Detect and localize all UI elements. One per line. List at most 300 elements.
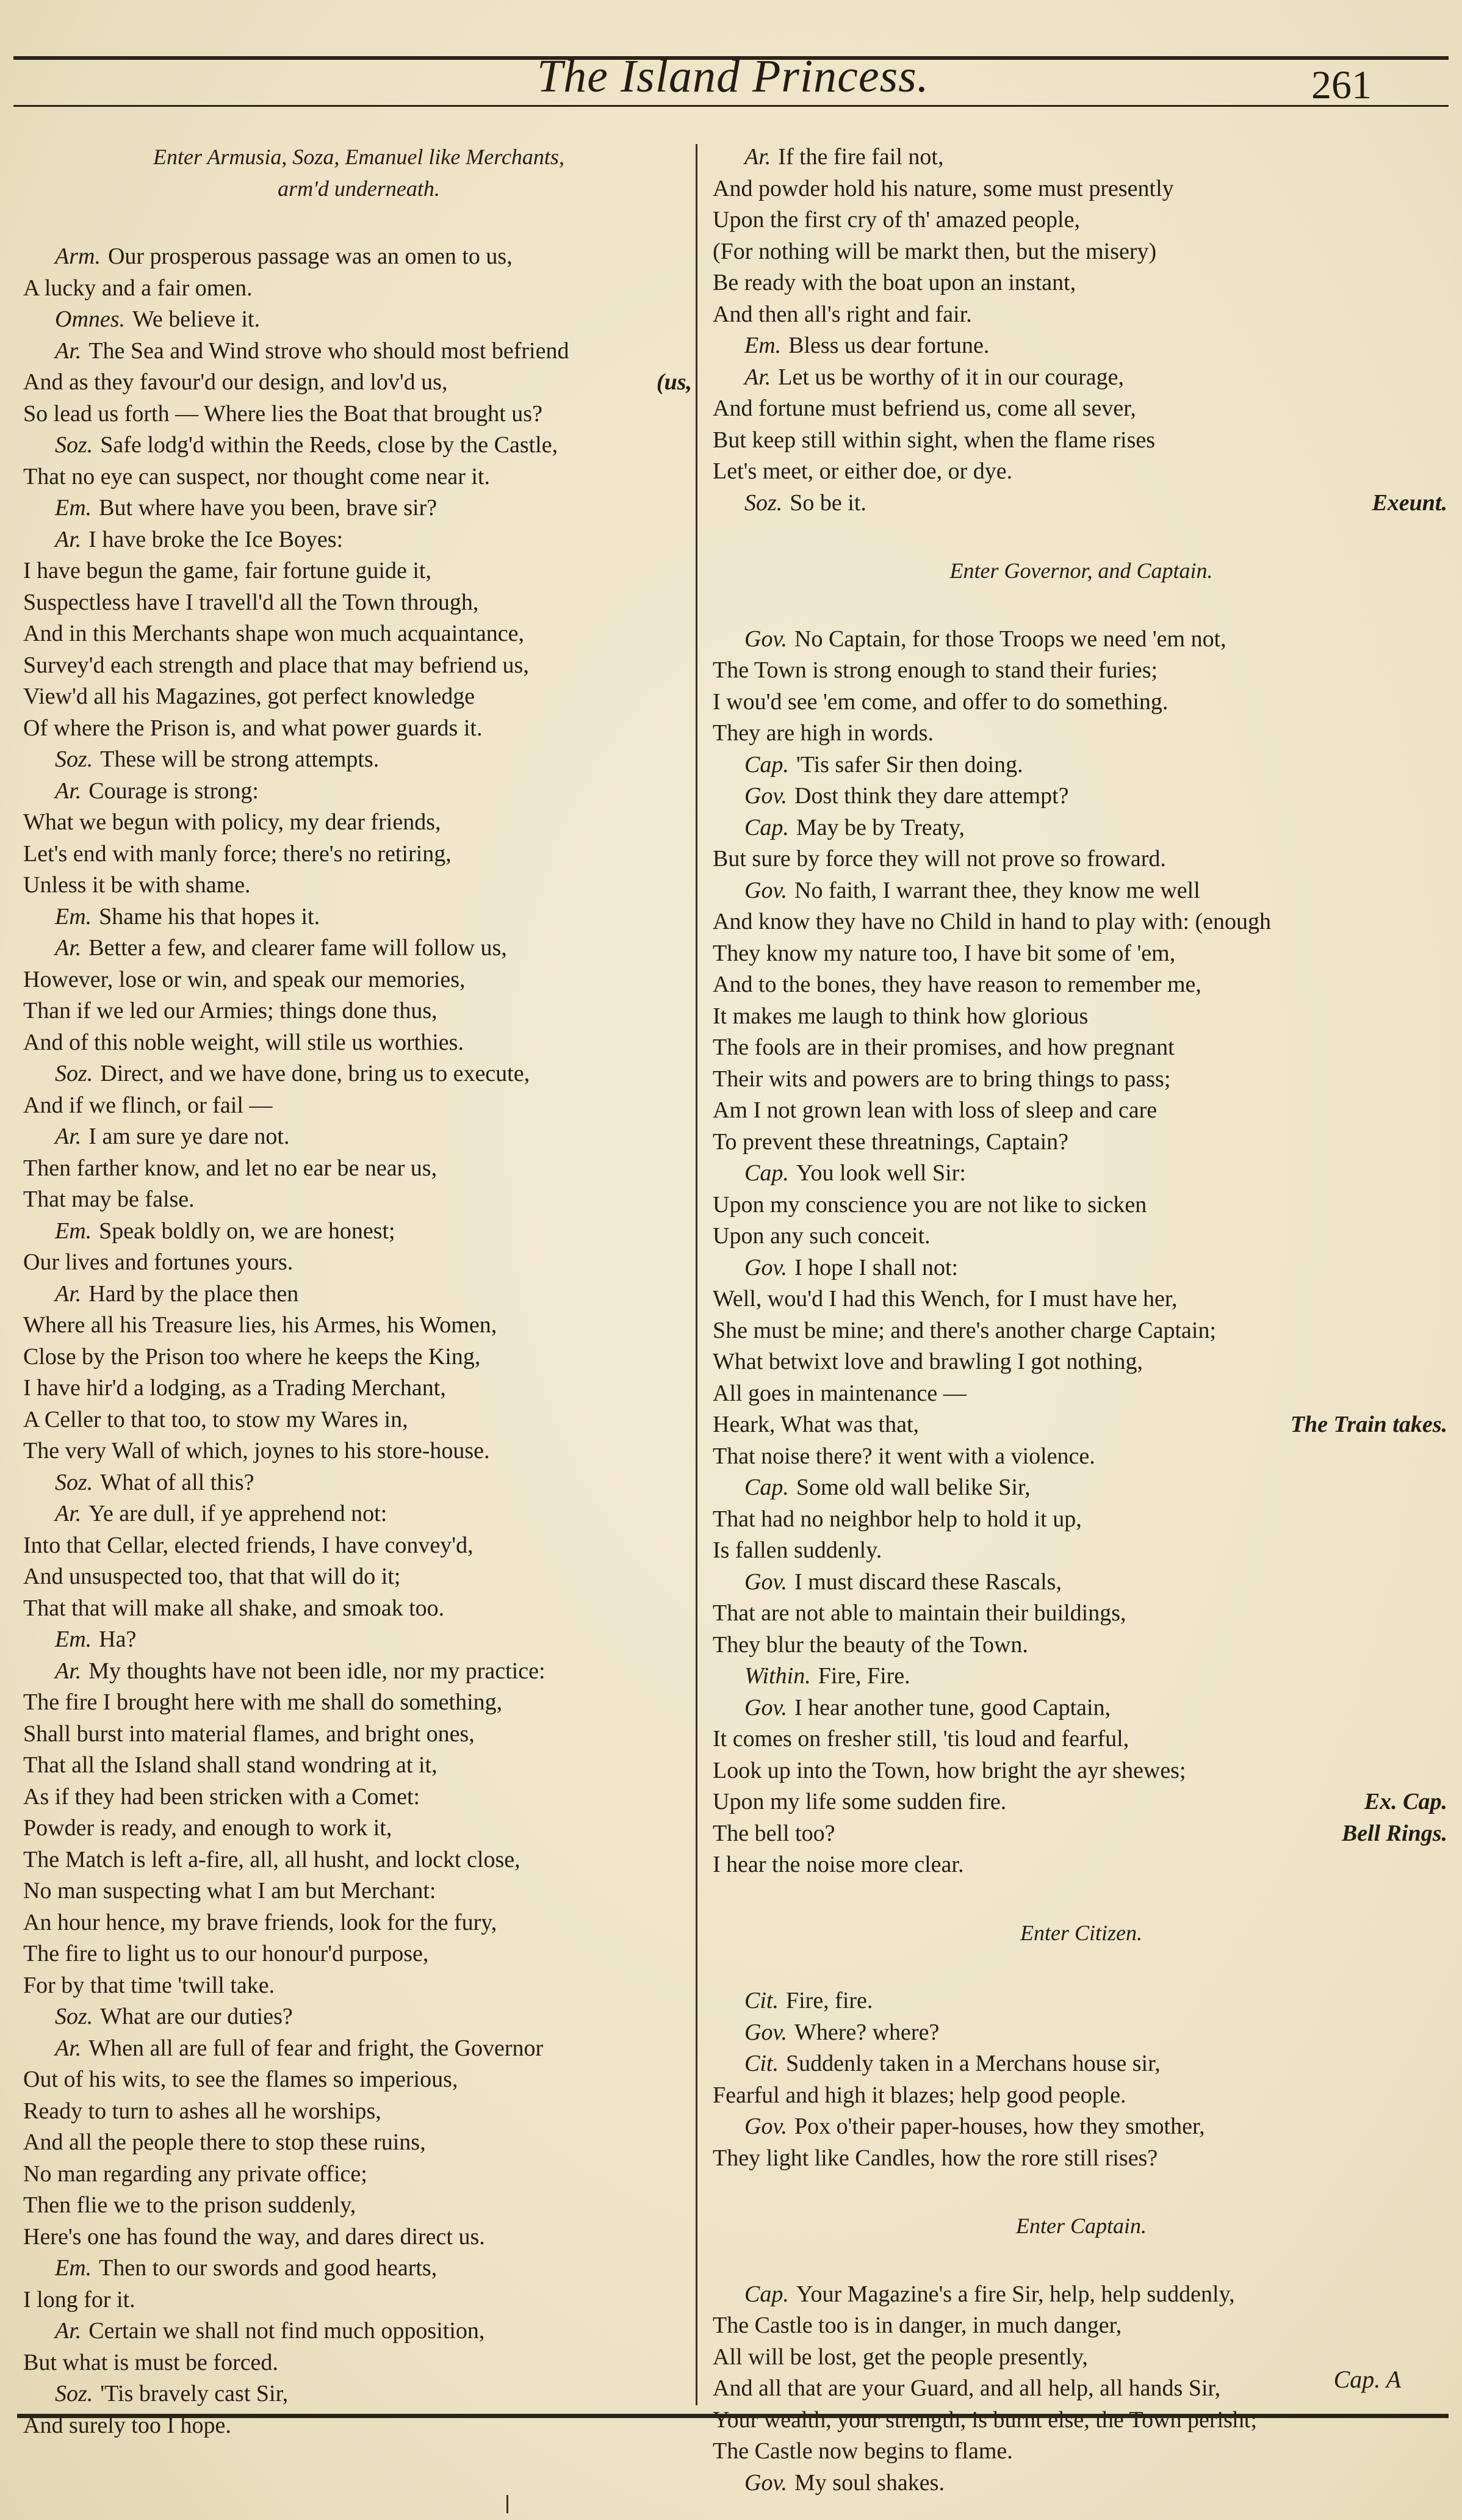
verse-line [23,1813,694,1844]
line-text: They blur the beauty of the Town. [713,1631,1028,1658]
left-column [23,142,694,2441]
line-text: So be it. [790,489,866,516]
verse-line [713,1786,1450,1818]
verse-line [713,1598,1450,1630]
speech-line [23,1216,694,1247]
verse-line [713,1221,1450,1252]
line-text: What betwixt love and brawling I got nothing, [713,1349,1143,1374]
speaker-name: Ar. [55,1124,82,1149]
line-text: Here's one has found the way, and dares direct us. [23,2223,485,2250]
page-number: 261 [1311,63,1372,107]
speaker-name: Cap. [744,751,789,778]
verse-line [713,236,1450,268]
line-text: Then flie we to the prison suddenly, [23,2192,356,2218]
verse-line [23,2127,694,2159]
verse-line [23,1373,694,1404]
speaker-name: Gov. [744,2114,787,2139]
line-text: They light like Candles, how the rore still rises? [713,2145,1158,2171]
verse-line [713,1504,1450,1536]
line-text: Let us be worthy of it in our courage, [778,364,1124,390]
speech-line [23,2001,694,2033]
stage-direction-text: arm'd underneath. [278,176,440,201]
speaker-name: Gov. [744,877,787,903]
speech-line [713,362,1450,394]
verse-line [713,456,1450,488]
verse-line [23,1907,694,1939]
line-text: Our lives and fortunes yours. [23,1249,293,1275]
line-text: A Celler to that too, to stow my Wares in, [23,1406,408,1432]
line-gap [23,204,694,241]
speaker-name: Soz. [55,2004,93,2029]
line-text: Than if we led our Armies; things done thus, [23,998,438,1024]
line-text: And as they favour'd our design, and lov'd us, [23,369,448,395]
line-text: Their wits and powers are to bring things to pass; [713,1066,1171,1092]
line-text: To prevent these threatnings, Captain? [713,1128,1068,1155]
speaker-name: Soz. [55,746,93,772]
line-text: Upon my conscience you are not like to sicken [713,1191,1147,1218]
footer-rule [17,2414,1449,2418]
speaker-name: Within. [744,1663,811,1689]
speech-line [23,336,694,367]
line-text: That all the Island shall stand wondring at it, [23,1752,438,1778]
line-text: The Sea and Wind strove who should most befriend [88,338,569,364]
line-text: For by that time 'twill take. [23,1972,275,1998]
verse-line [23,650,694,682]
line-text: Let's end with manly force; there's no retiring, [23,840,452,867]
marginal-direction: The Train takes. [1290,1412,1447,1437]
verse-line [713,655,1450,687]
line-text: Your Magazine's a fire Sir, help, help suddenly, [796,2281,1235,2307]
verse-line [23,1310,694,1341]
line-text: No man regarding any private office; [23,2161,367,2187]
speaker-name: Soz. [55,1061,93,1086]
line-text: Heark, What was that, [713,1412,920,1437]
marginal-direction: Ex. Cap. [1364,1789,1447,1814]
line-text: Hard by the place then [88,1280,299,1307]
line-text: 'Tis bravely cast Sir, [100,2381,289,2406]
verse-line [23,2190,694,2222]
line-text: Ready to turn to ashes all he worships, [23,2098,381,2124]
speaker-name: Ar. [55,526,82,552]
line-text: And all that are your Guard, and all help, all hands Sir, [713,2375,1221,2401]
verse-line [713,1127,1450,1158]
speech-line [713,142,1450,173]
line-text: Well, wou'd I had this Wench, for I must have her, [713,1286,1178,1312]
speech-line [23,1624,694,1656]
speaker-name: Ar. [55,2318,82,2344]
line-text: That may be false. [23,1186,195,1212]
line-text: Some old wall belike Sir, [796,1475,1031,1500]
line-text: Let's meet, or either doe, or dye. [713,458,1013,484]
line-text: Speak boldly on, we are honest; [99,1218,395,1244]
line-text: We believe it. [132,306,261,332]
speech-line [23,1467,694,1499]
line-text: An hour hence, my brave friends, look for the fury, [23,1909,497,1935]
verse-line [23,870,694,901]
line-text: Then to our swords and good hearts, [99,2255,438,2281]
line-text: And of this noble weight, will stile us worthies. [23,1029,464,1055]
speech-line [23,901,694,933]
speech-line [713,1692,1450,1724]
verse-line [23,2159,694,2190]
line-text: And surely too I hope. [23,2412,231,2438]
stage-direction-text: Enter Captain. [1016,2214,1147,2238]
verse-line [713,1095,1450,1127]
line-text: I long for it. [23,2286,135,2312]
line-text: What we begun with policy, my dear friends, [23,809,441,835]
line-gap [713,2242,1450,2279]
speech-line [23,2316,694,2347]
speech-line [23,1058,694,1090]
speech-line [713,1158,1450,1190]
speaker-name: Ar. [55,1658,82,1684]
line-text: I hope I shall not: [794,1254,959,1280]
line-text: Fearful and high it blazes; help good people. [713,2082,1126,2108]
verse-line [23,618,694,650]
line-text: No faith, I warrant thee, they know me well [794,877,1200,903]
verse-line [713,2310,1450,2342]
verse-line [23,1530,694,1562]
speaker-name: Em. [55,495,92,521]
speaker-name: Soz. [55,2381,93,2406]
verse-line [23,1247,694,1279]
speech-line [23,776,694,807]
line-gap [713,519,1450,555]
line-text: Upon the first cry of th' amazed people, [713,207,1080,233]
verse-line [23,1435,694,1467]
verse-line [23,1090,694,1122]
verse-line [23,839,694,870]
stage-direction [713,2211,1450,2242]
line-text: But keep still within sight, when the flame rises [713,427,1156,453]
verse-line [713,2405,1450,2436]
verse-line [23,964,694,996]
line-text: Better a few, and clearer fame will follow us, [88,935,507,961]
verse-line [23,1184,694,1216]
speaker-name: Gov. [744,2469,787,2496]
speaker-name: Ar. [744,144,771,170]
line-text: And powder hold his nature, some must presently [713,175,1174,201]
line-text: Fire, Fire. [818,1663,910,1689]
verse-line [713,1535,1450,1567]
verse-line [713,1818,1450,1850]
speech-line [23,1279,694,1310]
verse-line [713,938,1450,970]
line-text: But where have you been, brave sir? [99,495,438,521]
verse-line [713,1190,1450,1221]
speech-line [23,430,694,461]
line-text: And fortune must befriend us, come all sever, [713,395,1136,421]
stage-direction [713,555,1450,587]
speech-line [23,304,694,336]
verse-line [23,1782,694,1813]
speaker-name: Em. [55,903,92,930]
verse-line [23,681,694,713]
stage-direction [23,173,694,205]
speech-line [23,1498,694,1530]
line-text: Survey'd each strength and place that may befriend us, [23,652,529,678]
verse-line [23,2284,694,2316]
verse-line [23,2064,694,2096]
line-text: As if they had been stricken with a Comet: [23,1783,420,1810]
speech-line [23,1656,694,1688]
line-text: No man suspecting what I am but Merchant: [23,1878,436,1904]
verse-line [23,713,694,745]
stage-direction-text: Enter Armusia, Soza, Emanuel like Merchants, [153,145,564,169]
line-text: And if we flinch, or fail — [23,1092,273,1118]
speaker-name: Arm. [55,244,101,269]
line-text: And know they have no Child in hand to play with: (enough [713,909,1272,934]
verse-line [713,687,1450,718]
speaker-name: Gov. [744,1254,787,1280]
verse-line [713,1630,1450,1661]
verse-line [23,1970,694,2002]
line-text: Ha? [99,1626,137,1652]
speaker-name: Ar. [55,1280,82,1307]
line-text: Safe lodg'd within the Reeds, close by the Castle, [100,432,558,458]
speaker-name: Ar. [55,935,82,961]
speaker-name: Cap. [744,1475,789,1500]
line-text: Where all his Treasure lies, his Armes, his Women, [23,1312,497,1338]
line-text: The Castle too is in danger, in much danger, [713,2312,1122,2338]
line-text: Unless it be with shame. [23,872,251,898]
speech-line [713,781,1450,812]
line-text: I must discard these Rascals, [794,1569,1062,1595]
speech-line [713,1985,1450,2017]
line-text: Your wealth, your strength, is burnt else, the Town perisht; [713,2406,1258,2433]
line-text: Bless us dear fortune. [788,333,990,358]
line-text: Suddenly taken in a Merchans house sir, [785,2051,1161,2076]
line-text: What are our duties? [100,2004,293,2029]
line-text: Suspectless have I travell'd all the Town through, [23,589,479,615]
line-text: View'd all his Magazines, got perfect knowledge [23,684,475,709]
speech-line [23,493,694,524]
verse-line [713,267,1450,299]
column-divider [696,144,697,2405]
verse-line [23,273,694,305]
line-text: The Castle now begins to flame. [713,2438,1013,2464]
line-text: Where? where? [794,2019,940,2045]
speech-line [713,875,1450,907]
marginal-direction: Exeunt. [1372,489,1447,516]
verse-line [713,1346,1450,1378]
line-text: May be by Treaty, [796,814,965,840]
speaker-name: Em. [744,333,782,358]
line-text: That are not able to maintain their buildings, [713,1600,1126,1626]
verse-line [23,587,694,619]
speaker-name: Omnes. [55,306,126,332]
verse-line [713,1064,1450,1096]
speaker-name: Cap. [744,1160,789,1186]
speaker-name: Cap. [744,814,789,840]
line-text: Powder is ready, and enough to work it, [23,1815,392,1841]
line-text: And unsuspected too, that that will do it; [23,1564,401,1589]
line-text: Shame his that hopes it. [99,903,320,930]
speaker-name: Ar. [55,778,82,804]
verse-line [713,2143,1450,2175]
speech-line [713,2111,1450,2143]
line-text: Be ready with the boat upon an instant, [713,270,1076,295]
speaker-name: Em. [55,1626,92,1652]
line-text: And then all's right and fair. [713,301,972,327]
verse-line [23,2222,694,2253]
signature-mark [506,2495,508,2513]
stage-direction-text: Enter Citizen. [1020,1920,1142,1945]
header-underline [13,105,1449,107]
verse-line [23,2347,694,2379]
speaker-name: Gov. [744,783,787,809]
speaker-name: Gov. [744,2019,787,2045]
speech-line [713,1252,1450,1284]
verse-line [713,1001,1450,1033]
speech-line [713,2048,1450,2080]
right-column [713,142,1450,2499]
speaker-name: Gov. [744,1569,787,1595]
line-text: When all are full of fear and fright, the Governor [88,2035,544,2061]
verse-line [713,1755,1450,1787]
verse-line [23,995,694,1027]
line-text: Upon my life some sudden fire. [713,1789,1007,1814]
speaker-name: Em. [55,1218,92,1244]
verse-line [713,2080,1450,2112]
stage-direction [23,142,694,173]
line-text: Courage is strong: [88,778,259,804]
catchword: Cap. A [1333,2366,1401,2393]
marginal-direction: Bell Rings. [1341,1820,1447,1846]
line-text: Ye are dull, if ye apprehend not: [88,1501,387,1526]
speaker-name: Cit. [744,2051,779,2076]
line-text: You look well Sir: [796,1160,966,1186]
running-title: The Island Princess. [537,51,929,102]
verse-line [713,2436,1450,2468]
verse-line [23,1938,694,1970]
line-gap [713,2174,1450,2211]
speech-line [713,1472,1450,1504]
verse-line [713,843,1450,875]
verse-line [713,204,1450,236]
line-text: Our prosperous passage was an omen to us, [107,244,513,269]
verse-line [23,1593,694,1625]
speaker-name: Cit. [744,1988,779,2013]
verse-line [23,1404,694,1436]
verse-line [713,969,1450,1001]
line-text: That no eye can suspect, nor thought come near it. [23,463,491,489]
line-text: Certain we shall not find much opposition, [88,2318,485,2344]
speech-line [713,749,1450,781]
speaker-name: Soz. [744,489,783,516]
line-text: The Match is left a-fire, all, all husht, and lockt close, [23,1846,520,1872]
verse-line [713,393,1450,425]
verse-line [713,718,1450,749]
speaker-name: Soz. [55,432,93,458]
line-text: It comes on fresher still, 'tis loud and fearful, [713,1726,1129,1752]
line-text: My thoughts have not been idle, nor my practice: [88,1658,546,1684]
verse-line [23,1719,694,1750]
speech-line [713,2279,1450,2311]
verse-line [23,1844,694,1876]
line-gap [713,1949,1450,1985]
line-text: Direct, and we have done, bring us to execute, [100,1061,530,1086]
line-text: Shall burst into material flames, and bright ones, [23,1720,475,1747]
line-text: She must be mine; and there's another charge Captain; [713,1317,1217,1343]
line-text: All will be lost, get the people presently, [713,2344,1088,2370]
line-text: That that will make all shake, and smoak too. [23,1595,445,1621]
speech-line [23,2378,694,2410]
speaker-name: Ar. [744,364,771,390]
line-text: Dost think they dare attempt? [794,783,1069,809]
speaker-name: Cap. [744,2281,789,2307]
line-text: That noise there? it went with a violence. [713,1443,1095,1469]
speech-line [23,2033,694,2065]
line-text: These will be strong attempts. [100,746,380,772]
line-text: (For nothing will be markt then, but the misery) [713,238,1157,264]
line-text: Into that Cellar, elected friends, I have convey'd, [23,1532,474,1558]
verse-line [23,1561,694,1593]
verse-line [713,906,1450,938]
line-text: I hear another tune, good Captain, [794,1694,1111,1720]
verse-line [23,399,694,430]
verse-line [23,555,694,587]
verse-line [23,367,694,399]
line-text: The bell too? [713,1820,835,1846]
line-text: Out of his wits, to see the flames so imperious, [23,2067,458,2092]
line-text: But what is must be forced. [23,2349,278,2375]
verse-line [713,1283,1450,1315]
speaker-name: Ar. [55,1501,82,1526]
line-text: So lead us forth — Where lies the Boat that brought us? [23,400,542,427]
line-text: If the fire fail not, [778,144,944,170]
speech-line [713,624,1450,655]
verse-line [713,173,1450,205]
line-text: I wou'd see 'em come, and offer to do something. [713,688,1169,715]
speech-line [713,812,1450,844]
speech-line [23,241,694,273]
line-gap [713,587,1450,624]
line-text: I am sure ye dare not. [88,1124,290,1149]
line-text: However, lose or win, and speak our memories, [23,966,466,992]
line-text: They are high in words. [713,720,934,746]
speaker-name: Ar. [55,338,82,364]
speech-line [713,2017,1450,2049]
line-text: No Captain, for those Troops we need 'em not, [794,626,1226,652]
verse-line [713,1409,1450,1441]
speaker-name: Soz. [55,1469,93,1495]
line-text: My soul shakes. [794,2469,945,2496]
verse-line [713,1441,1450,1473]
line-text: The Town is strong enough to stand their furies; [713,657,1158,683]
line-text: The fools are in their promises, and how pregnant [713,1034,1175,1060]
line-text: 'Tis safer Sir then doing. [796,751,1023,778]
verse-line [713,425,1450,457]
verse-line [23,1687,694,1719]
verse-line [23,1153,694,1185]
verse-line [23,1750,694,1782]
speech-line [713,1567,1450,1598]
line-text: Close by the Prison too where he keeps the King, [23,1343,481,1370]
speech-line [713,330,1450,362]
speaker-name: Em. [55,2255,92,2281]
line-text: But sure by force they will not prove so froward. [713,846,1166,872]
line-text: The fire I brought here with me shall do something, [23,1689,503,1715]
verse-line [23,1876,694,1907]
line-text: Am I not grown lean with loss of sleep and care [713,1097,1158,1123]
line-text: Then farther know, and let no ear be near us, [23,1155,438,1181]
marginal-direction: (us, [656,369,692,395]
line-text: And to the bones, they have reason to remember me, [713,972,1201,997]
speech-line [23,2253,694,2284]
line-text: The fire to light us to our honour'd purpose, [23,1941,429,1966]
speaker-name: Ar. [55,2035,82,2061]
